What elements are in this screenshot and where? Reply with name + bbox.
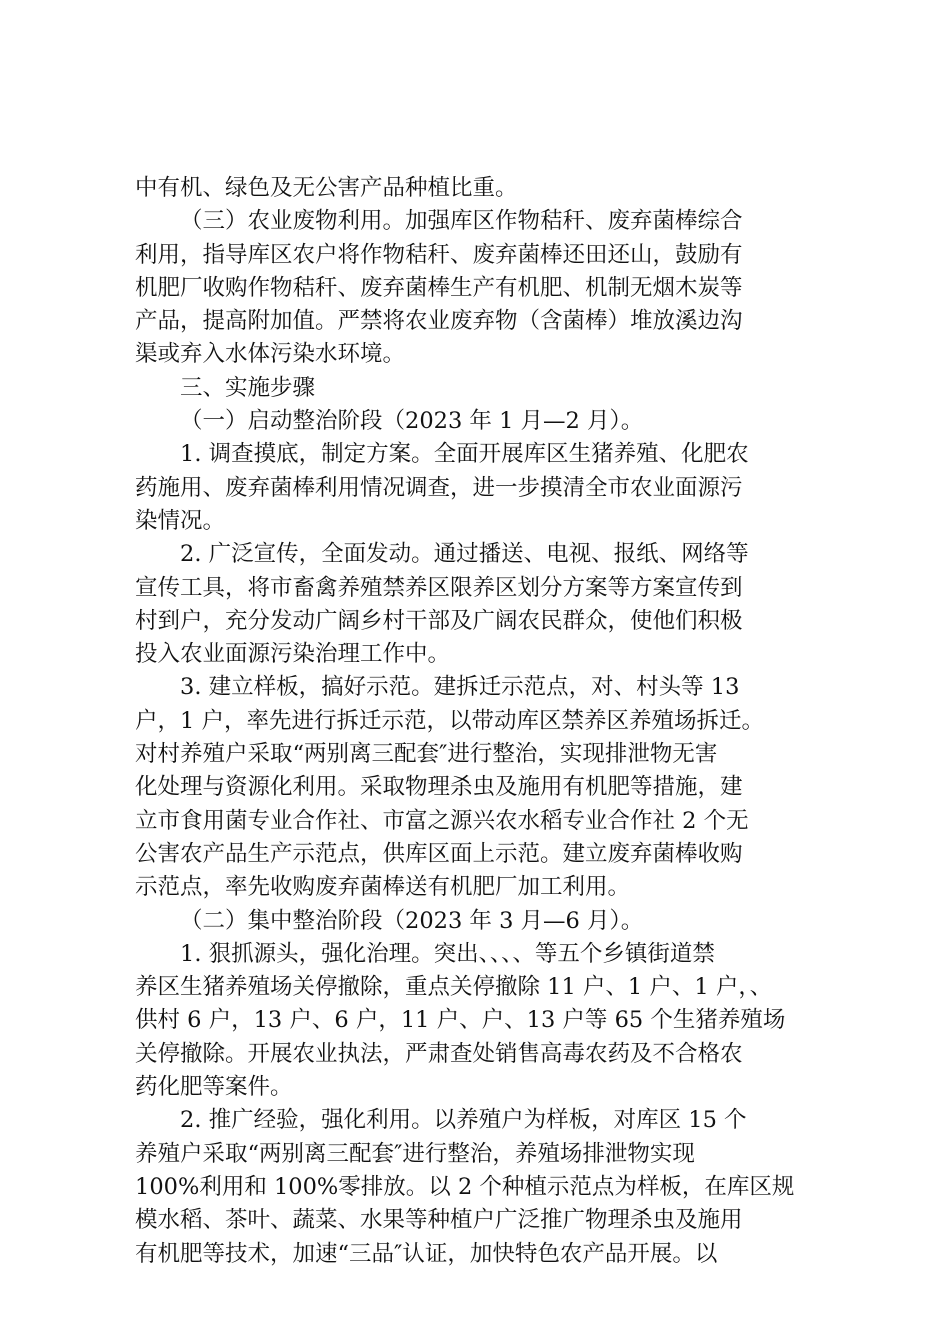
text-line: 3. 建立样板，搞好示范。建拆迁示范点，对、村头等 13 bbox=[180, 674, 740, 701]
text-line: （三）农业废物利用。加强库区作物秸秆、废弃菌棒综合 bbox=[180, 208, 743, 235]
text-line: 1. 狠抓源头，强化治理。突出、、、、等五个乡镇街道禁 bbox=[180, 940, 715, 967]
subsection-heading: （二）集中整治阶段（2023 年 3 月—6 月）。 bbox=[180, 907, 644, 934]
text-line: 供村 6 户，13 户、6 户，11 户、户、13 户等 65 个生猪养殖场 bbox=[135, 1007, 786, 1034]
text-line: 养区生猪养殖场关停撤除，重点关停撤除 11 户、1 户、1 户，、 bbox=[135, 974, 773, 1001]
text-line: 模水稻、茶叶、蔬菜、水果等种植户广泛推广物理杀虫及施用 bbox=[135, 1207, 743, 1234]
text-line: 2. 推广经验，强化利用。以养殖户为样板，对库区 15 个 bbox=[180, 1107, 747, 1134]
text-line: 对村养殖户采取“两别离三配套″进行整治，实现排泄物无害 bbox=[135, 741, 718, 768]
text-line: 药化肥等案件。 bbox=[135, 1074, 293, 1101]
text-line: 村到户，充分发动广阔乡村干部及广阔农民群众，使他们积极 bbox=[135, 607, 743, 634]
document-body bbox=[135, 172, 825, 1271]
text-line: 中有机、绿色及无公害产品种植比重。 bbox=[135, 175, 518, 201]
text-line: 立市食用菌专业合作社、市富之源兴农水稻专业合作社 2 个无 bbox=[135, 807, 749, 834]
text-line: 渠或弃入水体污染水环境。 bbox=[135, 341, 406, 368]
text-line: 关停撤除。开展农业执法，严肃查处销售高毒农药及不合格农 bbox=[135, 1040, 743, 1067]
text-line: 化处理与资源化利用。采取物理杀虫及施用有机肥等措施，建 bbox=[135, 774, 743, 801]
text-line: 养殖户采取“两别离三配套″进行整治，养殖场排泄物实现 bbox=[135, 1140, 695, 1167]
text-line: 100%利用和 100%零排放。以 2 个种植示范点为样板，在库区规 bbox=[135, 1173, 795, 1200]
text-line: 染情况。 bbox=[135, 507, 226, 534]
text-line: 药施用、废弃菌棒利用情况调查，进一步摸清全市农业面源污 bbox=[135, 474, 743, 501]
text-line: 公害农产品生产示范点，供库区面上示范。建立废弃菌棒收购 bbox=[135, 840, 743, 867]
text-line: 投入农业面源污染治理工作中。 bbox=[135, 641, 451, 668]
text-line: 机肥厂收购作物秸秆、废弃菌棒生产有机肥、机制无烟木炭等 bbox=[135, 274, 743, 301]
text-line: 示范点，率先收购废弃菌棒送有机肥厂加工利用。 bbox=[135, 874, 631, 901]
text-line: 1. 调查摸底，制定方案。全面开展库区生猪养殖、化肥农 bbox=[180, 441, 749, 468]
text-line: 宣传工具，将市畜禽养殖禁养区限养区划分方案等方案宣传到 bbox=[135, 574, 743, 601]
text-line: 产品，提高附加值。严禁将农业废弃物（含菌棒）堆放溪边沟 bbox=[135, 308, 743, 335]
text-line: 2. 广泛宣传，全面发动。通过播送、电视、报纸、网络等 bbox=[180, 541, 749, 568]
text-line: 利用，指导库区农户将作物秸秆、废弃菌棒还田还山，鼓励有 bbox=[135, 241, 743, 268]
section-heading: 三、实施步骤 bbox=[180, 374, 316, 401]
text-line: 户，1 户，率先进行拆迁示范，以带动库区禁养区养殖场拆迁。 bbox=[135, 707, 764, 734]
subsection-heading: （一）启动整治阶段（2023 年 1 月—2 月）。 bbox=[180, 408, 644, 435]
text-line: 有机肥等技术，加速“三品″认证，加快特色农产品开展。以 bbox=[135, 1240, 718, 1267]
